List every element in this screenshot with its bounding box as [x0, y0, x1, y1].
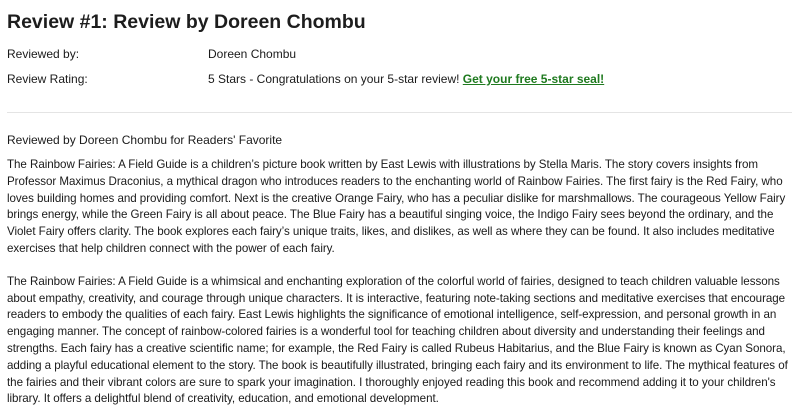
get-seal-link[interactable]: Get your free 5-star seal!	[462, 72, 605, 86]
rating-text: 5 Stars - Congratulations on your 5-star review!	[208, 72, 463, 86]
review-title: Review #1: Review by Doreen Chombu	[7, 11, 366, 33]
review-paragraph-2: The Rainbow Fairies: A Field Guide is a whimsical and enchanting exploration of the colorful world of fairies, designed to teach children valuable lessons about empathy, creativity, and courage through unique characters. It is interactive, featuring note-taking sections and meditative exercises that encourage readers to embody the qualities of each fairy. East Lewis highlights the significance of emotional intelligence, self-expression, and personal growth in an engaging manner. The concept of rainbow-colored fairies is a wonderful tool for teaching children about diversity and understanding their feelings and strengths. Each fairy has a creative scientific name; for example, the Red Fairy is called Rubeus Habitarius, and the Blue Fairy is known as Cyan Sonora, adding a playful educational element to the story. The book is beautifully illustrated, bringing each fairy and its environment to life. The mythical features of the fairies and their vibrant colors are sure to spark your imagination. I thoroughly enjoyed reading this book and recommend adding it to your children's library. It offers a delightful blend of creativity, education, and emotional development.	[7, 274, 788, 406]
review-rating-row	[7, 69, 792, 94]
divider	[7, 112, 792, 113]
reviewer-name: Doreen Chombu	[208, 47, 297, 61]
review-rating-value	[208, 69, 792, 94]
review-byline: Reviewed by Doreen Chombu for Readers' Favorite	[7, 133, 283, 147]
reviewed-by-row	[7, 44, 792, 69]
review-rating-label: Review Rating:	[7, 72, 88, 86]
reviewed-by-label: Reviewed by:	[7, 47, 80, 61]
review-paragraph-1: The Rainbow Fairies: A Field Guide is a children’s picture book written by East Lewis with illustrations by Stella Maris. The story covers insights from Professor Maximus Draconius, a mythical dragon who introduces readers to the enchanting world of Rainbow Fairies. The first fairy is the Red Fairy, who loves building homes and providing comfort. Next is the creative Orange Fairy, who has a peculiar dislike for marshmallows. The courageous Yellow Fairy brings energy, while the Green Fairy is all about peace. The Blue Fairy has a beautiful singing voice, the Indigo Fairy sees beyond the ordinary, and the Violet Fairy offers clarity. The book explores each fairy’s unique traits, likes, and dislikes, as well as where they can be found. It also includes meditative exercises that help children connect with the power of each fairy.	[7, 158, 786, 255]
